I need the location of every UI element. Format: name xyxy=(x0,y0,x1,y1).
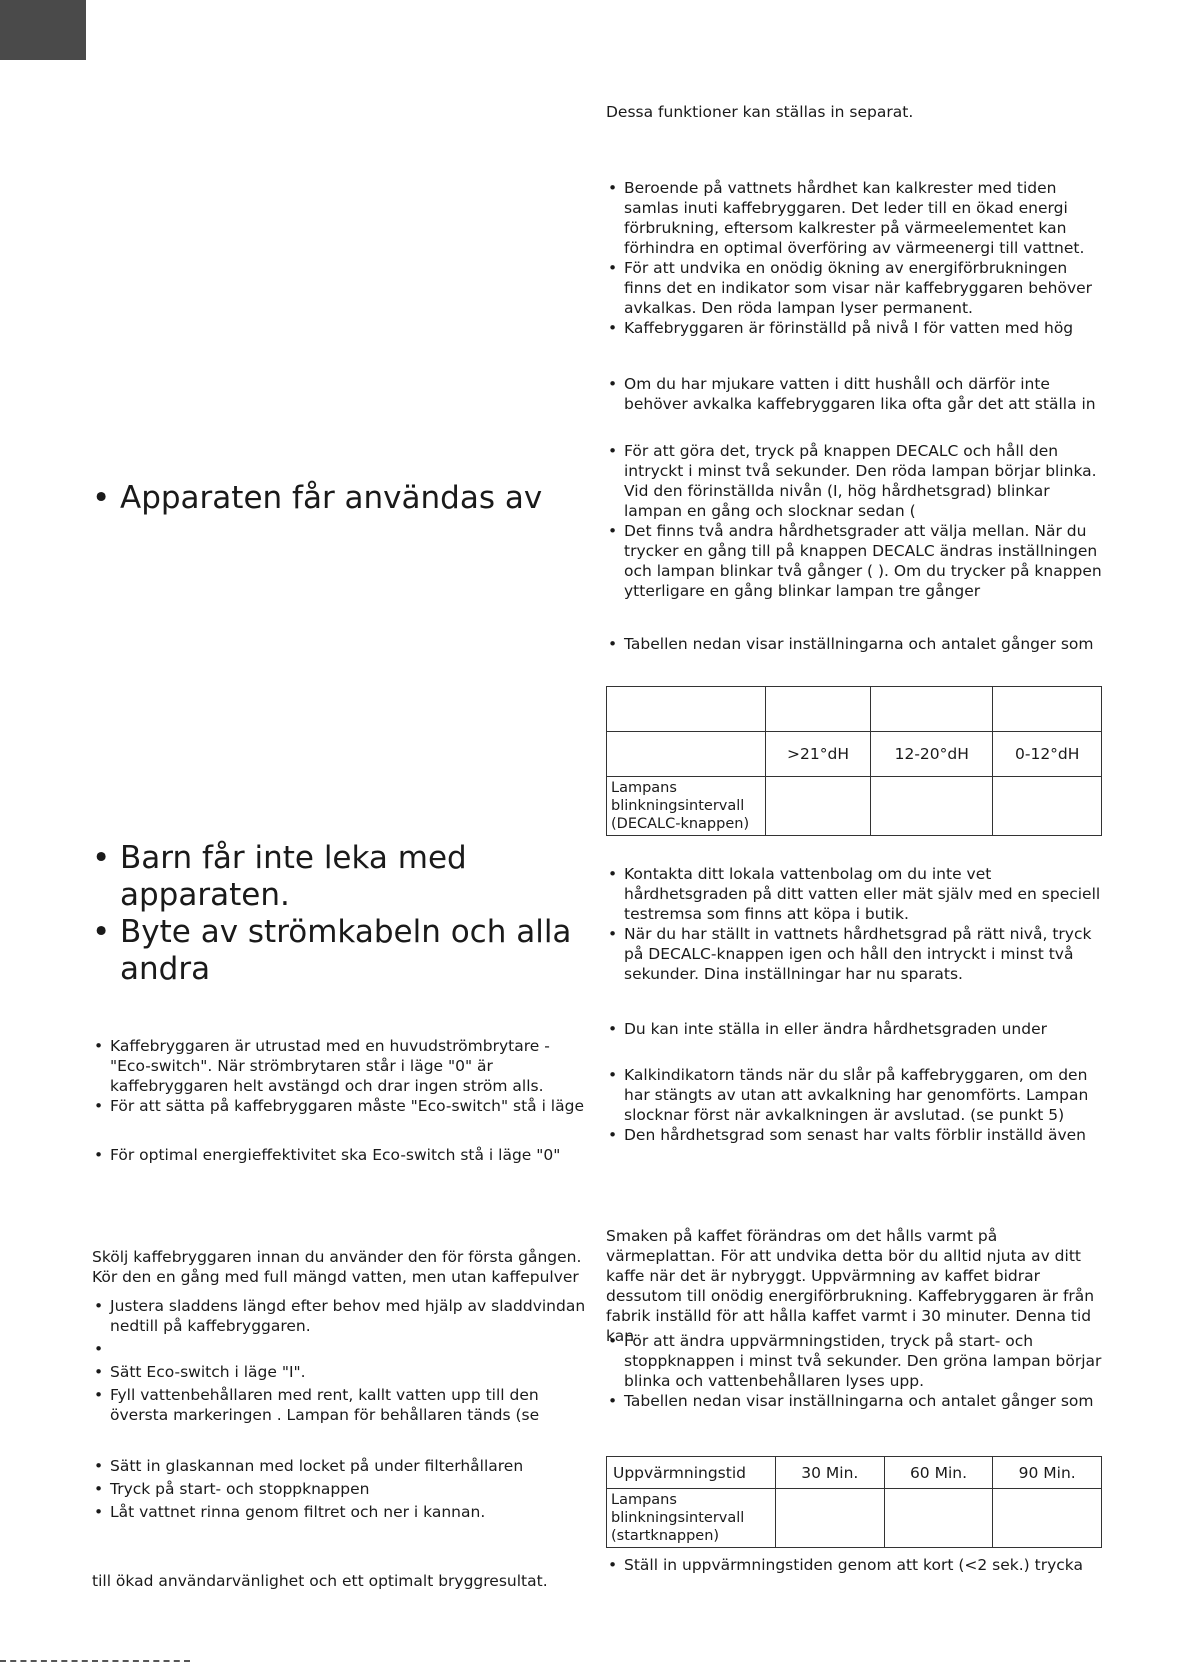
list-item: • Apparaten får användas av xyxy=(92,480,612,517)
table-cell xyxy=(871,687,993,732)
list-item: • Kaffebryggaren är förinställd på nivå I för vatten med hög xyxy=(606,318,1106,338)
table-cell xyxy=(871,777,993,836)
warm-time-value: 90 Min. xyxy=(993,1457,1102,1489)
safety-heading-2 xyxy=(92,840,612,988)
table-cell xyxy=(776,1489,885,1548)
list-item: • Låt vattnet rinna genom filtret och ner i kannan. xyxy=(92,1502,592,1522)
table-cell xyxy=(766,777,871,836)
warm-time-value: 60 Min. xyxy=(884,1457,993,1489)
list-item: • Du kan inte ställa in eller ändra hårdhetsgraden under xyxy=(606,1019,1106,1039)
table-cell xyxy=(993,687,1102,732)
list-item: • Det finns två andra hårdhetsgrader att välja mellan. När du trycker en gång till på knappen DECALC ändras inställningen och lampan blinkar två gånger ( ). Om du trycker på knappen ytterligare en gång blinkar lampan tre gånger xyxy=(606,521,1106,601)
table-intro xyxy=(606,634,1106,654)
optimal-energy-info xyxy=(92,1145,592,1165)
last-info xyxy=(606,1555,1106,1575)
list-item: • För att göra det, tryck på knappen DECALC och håll den intryckt i minst två sekunder. Den röda lampan börjar blinka. Vid den förinställda nivån (I, hög hårdhetsgrad) blinkar lampan en gång och slocknar sedan ( xyxy=(606,441,1106,521)
keep-warm-info xyxy=(606,1331,1106,1411)
usability-note: till ökad användarvänlighet och ett optimalt bryggresultat. xyxy=(92,1571,548,1590)
list-item: • Kontakta ditt lokala vattenbolag om du inte vet hårdhetsgraden på ditt vatten eller mät själv med en speciell testremsa som finns att köpa i butik. xyxy=(606,864,1106,924)
list-item xyxy=(92,1339,592,1359)
first-use-paragraph: Skölj kaffebryggaren innan du använder den för första gången. Kör den en gång med full mängd vatten, men utan kaffepulver xyxy=(92,1247,582,1286)
list-item: • Ställ in uppvärmningstiden genom att kort (<2 sek.) trycka xyxy=(606,1555,1106,1575)
decalc-info xyxy=(606,178,1106,338)
soft-water-info xyxy=(606,374,1106,414)
hardness-table xyxy=(606,686,1102,836)
warm-time-label: Uppvärmningstid xyxy=(607,1457,776,1489)
keep-warm-paragraph: Smaken på kaffet förändras om det hålls varmt på värmeplattan. För att undvika detta bör du alltid njuta av ditt kaffe när det är nybryggt. Uppvärmning av kaffet bidrar dessutom till onödig energiförbrukning. Kaffebryggaren är från fabrik inställd för att hålla kaffet varmt i 30 minuter. Denna tid kan xyxy=(606,1226,1095,1345)
list-item: • Om du har mjukare vatten i ditt hushåll och därför inte behöver avkalka kaffebryggaren lika ofta går det att ställa in xyxy=(606,374,1106,414)
cannot-change-info xyxy=(606,1019,1106,1039)
table-cell xyxy=(993,1489,1102,1548)
list-item: • För att sätta på kaffebryggaren måste "Eco-switch" stå i läge xyxy=(92,1096,592,1116)
list-item: • Den hårdhetsgrad som senast har valts förblir inställd även xyxy=(606,1125,1106,1145)
after-table-info xyxy=(606,864,1106,984)
list-item: • Tabellen nedan visar inställningarna och antalet gånger som xyxy=(606,1391,1106,1411)
interval-label: Lampans blinkningsintervall (DECALC-knappen) xyxy=(607,777,766,836)
list-item: • För att ändra uppvärmningstiden, tryck på start- och stoppknappen i minst två sekunder. Den gröna lampan börjar blinka och vattenbehållaren lyses upp. xyxy=(606,1331,1106,1391)
list-item: • När du har ställt in vattnets hårdhetsgrad på rätt nivå, tryck på DECALC-knappen igen och håll den intryckt i minst två sekunder. Dina inställningar har nu sparats. xyxy=(606,924,1106,984)
table-row xyxy=(607,687,1102,732)
footer-divider xyxy=(0,1660,190,1662)
table-row xyxy=(607,1457,1102,1489)
safety-heading-1 xyxy=(92,480,612,517)
list-item: • Justera sladdens längd efter behov med hjälp av sladdvindan nedtill på kaffebryggaren. xyxy=(92,1296,592,1336)
table-row xyxy=(607,777,1102,836)
eco-switch-info xyxy=(92,1036,592,1116)
table-cell xyxy=(607,732,766,777)
list-item: • Byte av strömkabeln och alla andra xyxy=(92,914,612,988)
table-cell xyxy=(884,1489,993,1548)
warm-time-table xyxy=(606,1456,1102,1548)
list-item: • Kaffebryggaren är utrustad med en huvudströmbrytare - "Eco-switch". När strömbrytaren står i läge "0" är kaffebryggaren helt avstängd och drar ingen ström alls. xyxy=(92,1036,592,1096)
decalc-bullets xyxy=(606,178,1106,338)
hardness-value: 12-20°dH xyxy=(871,732,993,777)
hardness-setting-info xyxy=(606,441,1106,601)
table-row xyxy=(607,1489,1102,1548)
list-item: • Tabellen nedan visar inställningarna och antalet gånger som xyxy=(606,634,1106,654)
list-item: • Beroende på vattnets hårdhet kan kalkrester med tiden samlas inuti kaffebryggaren. Det leder till en ökad energi förbrukning, eftersom kalkrester på värmeelementet kan förhindra en optimal överföring av värmeenergi till vattnet. xyxy=(606,178,1106,258)
list-item: • För optimal energieffektivitet ska Eco-switch stå i läge "0" xyxy=(92,1145,592,1165)
list-item: • Tryck på start- och stoppknappen xyxy=(92,1479,592,1499)
hardness-value: >21°dH xyxy=(766,732,871,777)
list-item: • Barn får inte leka med apparaten. xyxy=(92,840,612,914)
list-item: • Kalkindikatorn tänds när du slår på kaffebryggaren, om den har stängts av utan att avkalkning har genomförts. Lampan slocknar först när avkalkningen är avslutad. (se punkt 5) xyxy=(606,1065,1106,1125)
separate-functions-note: Dessa funktioner kan ställas in separat. xyxy=(606,102,914,121)
table-cell xyxy=(993,777,1102,836)
first-use-steps xyxy=(92,1296,592,1425)
list-item: • Sätt in glaskannan med locket på under filterhållaren xyxy=(92,1456,592,1476)
interval-label: Lampans blinkningsintervall (startknappen) xyxy=(607,1489,776,1548)
hardness-value: 0-12°dH xyxy=(993,732,1102,777)
list-item: • Sätt Eco-switch i läge "I". xyxy=(92,1362,592,1382)
table-cell xyxy=(766,687,871,732)
list-item: • Fyll vattenbehållaren med rent, kallt vatten upp till den översta markeringen . Lampan för behållaren tänds (se xyxy=(92,1385,592,1425)
warm-time-value: 30 Min. xyxy=(776,1457,885,1489)
section-tab-marker xyxy=(0,0,86,60)
indicator-info xyxy=(606,1065,1106,1145)
table-row xyxy=(607,732,1102,777)
brew-steps xyxy=(92,1456,592,1522)
list-item: • För att undvika en onödig ökning av energiförbrukningen finns det en indikator som visar när kaffebryggaren behöver avkalkas. Den röda lampan lyser permanent. xyxy=(606,258,1106,318)
table-cell xyxy=(607,687,766,732)
